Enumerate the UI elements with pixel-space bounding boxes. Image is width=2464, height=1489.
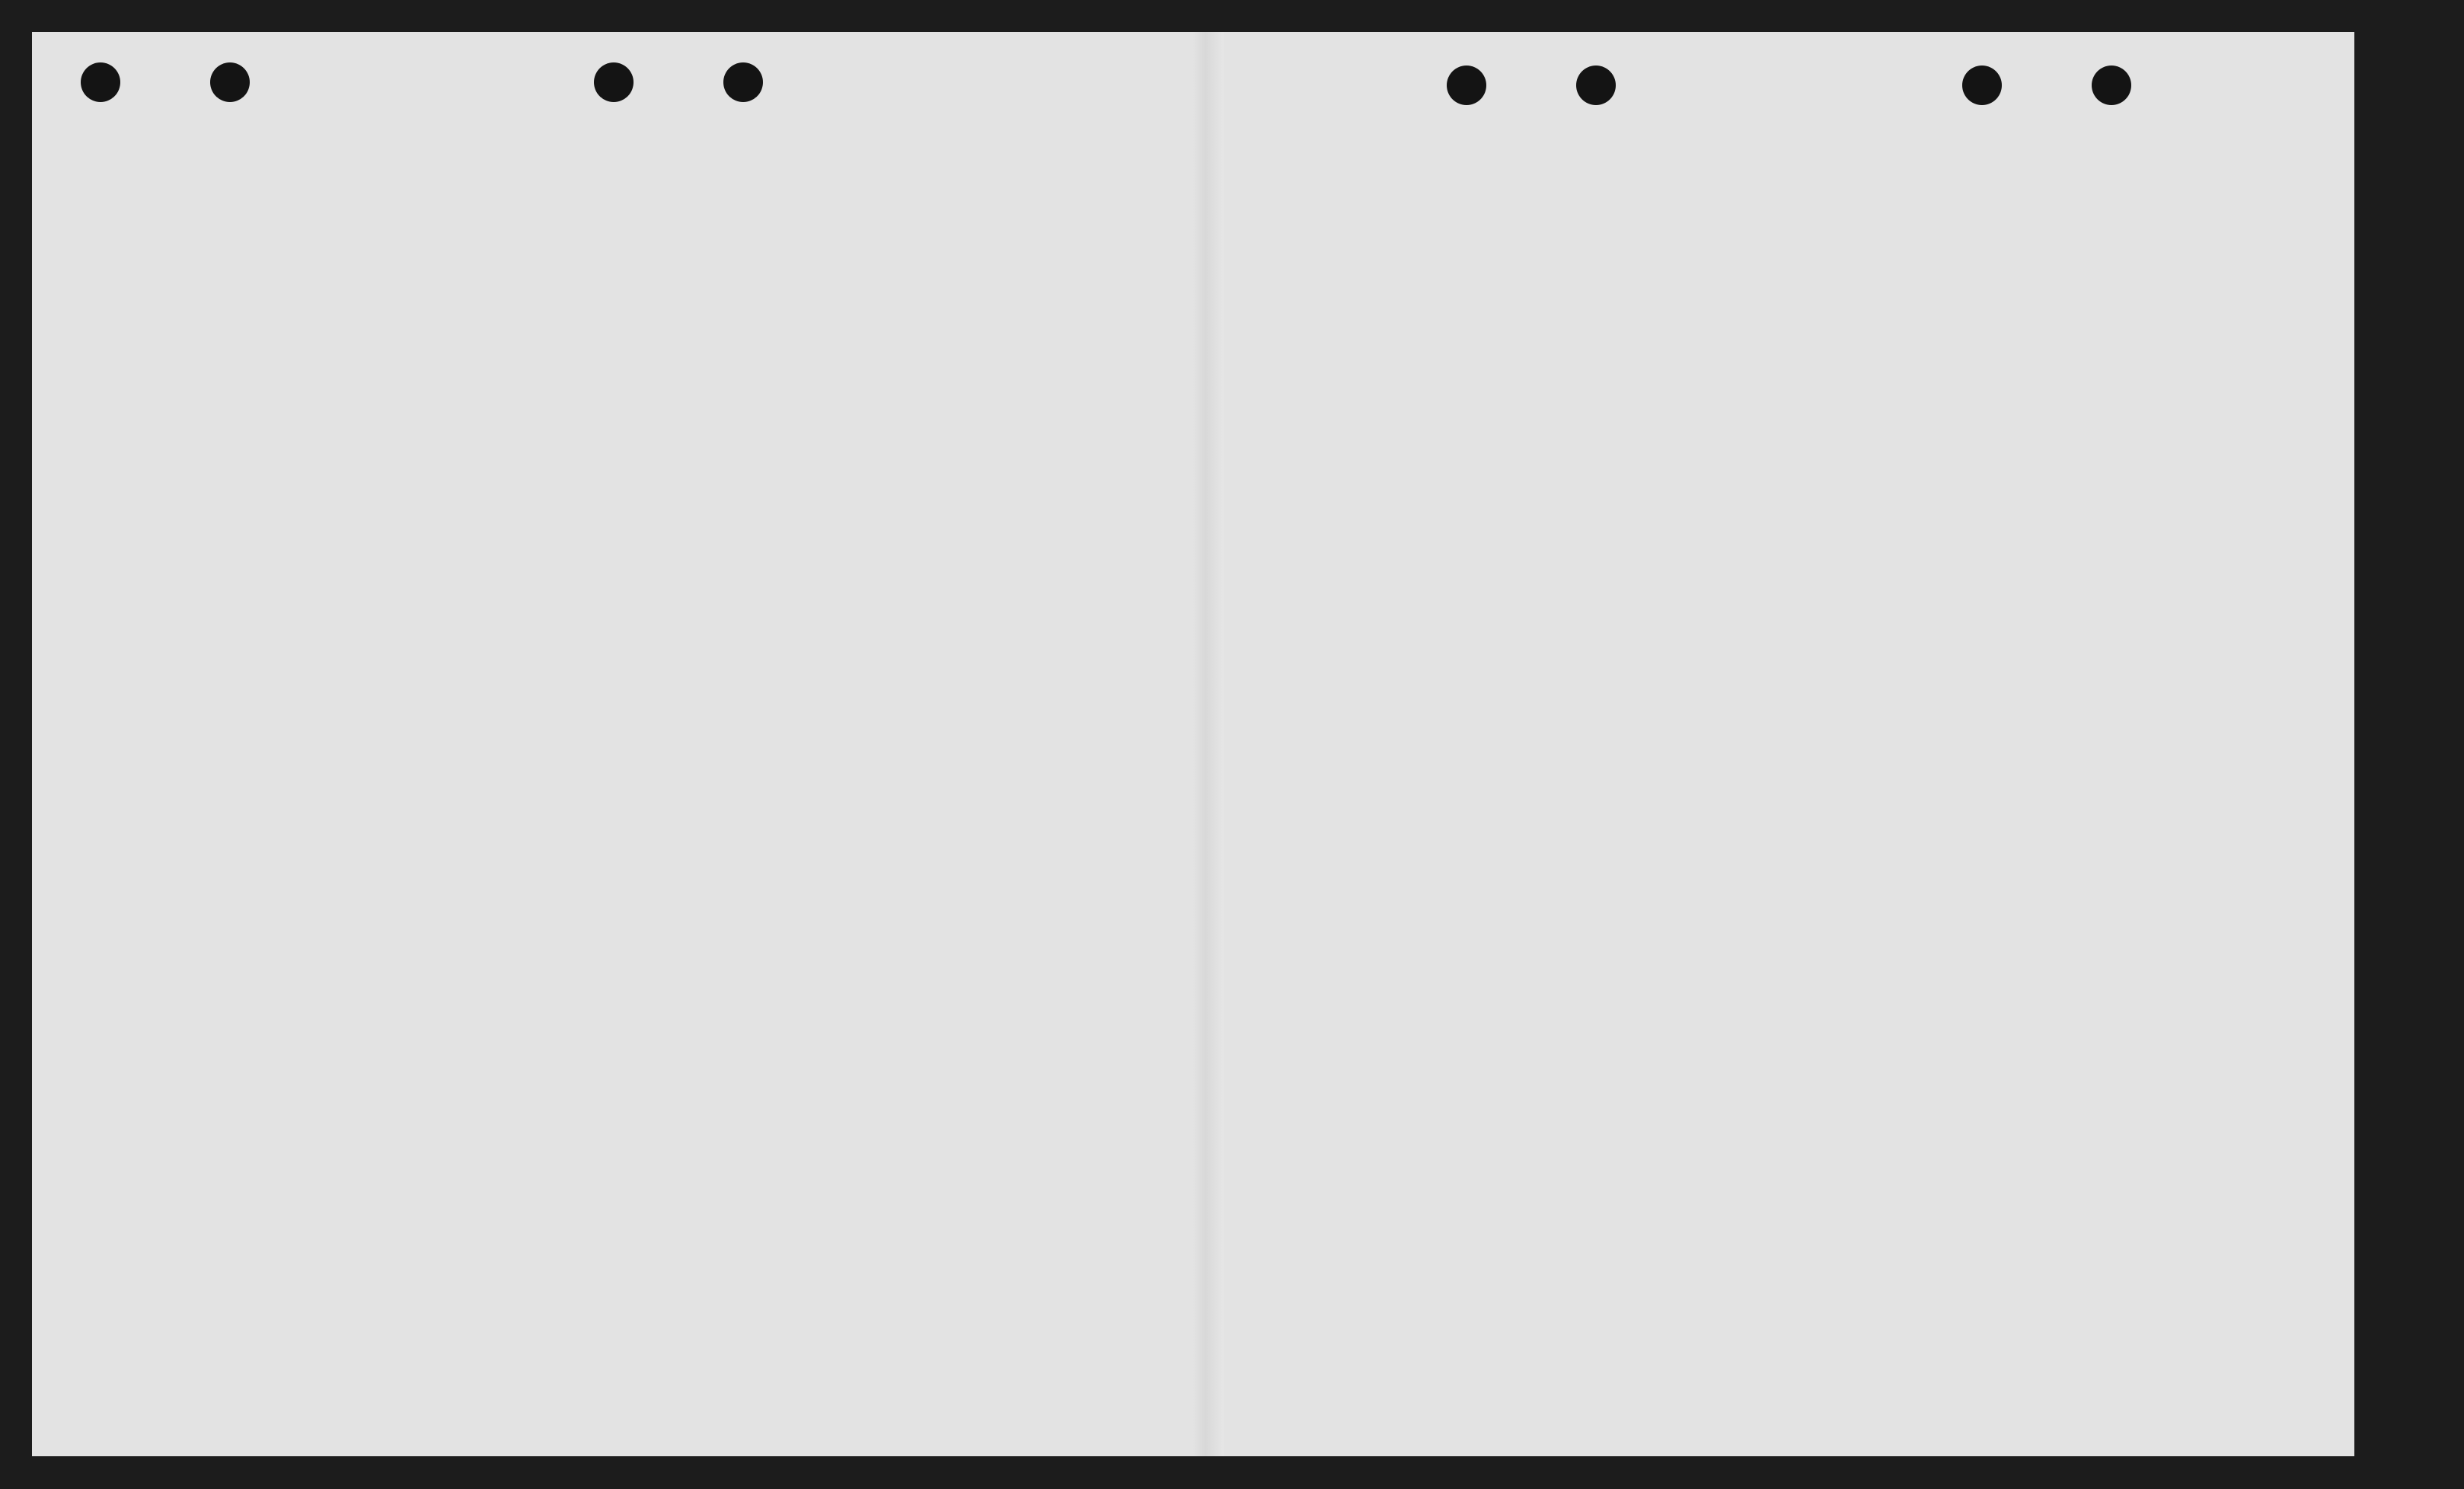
binder-hole	[1576, 66, 1616, 105]
document-sheet	[32, 32, 2354, 1456]
binder-hole	[210, 62, 250, 102]
binder-hole	[1962, 66, 2002, 105]
page-fold	[1193, 32, 1224, 1456]
binder-hole	[1447, 66, 1486, 105]
binder-hole	[2092, 66, 2131, 105]
binder-hole	[594, 62, 634, 102]
binder-hole	[723, 62, 763, 102]
binder-hole	[81, 62, 120, 102]
